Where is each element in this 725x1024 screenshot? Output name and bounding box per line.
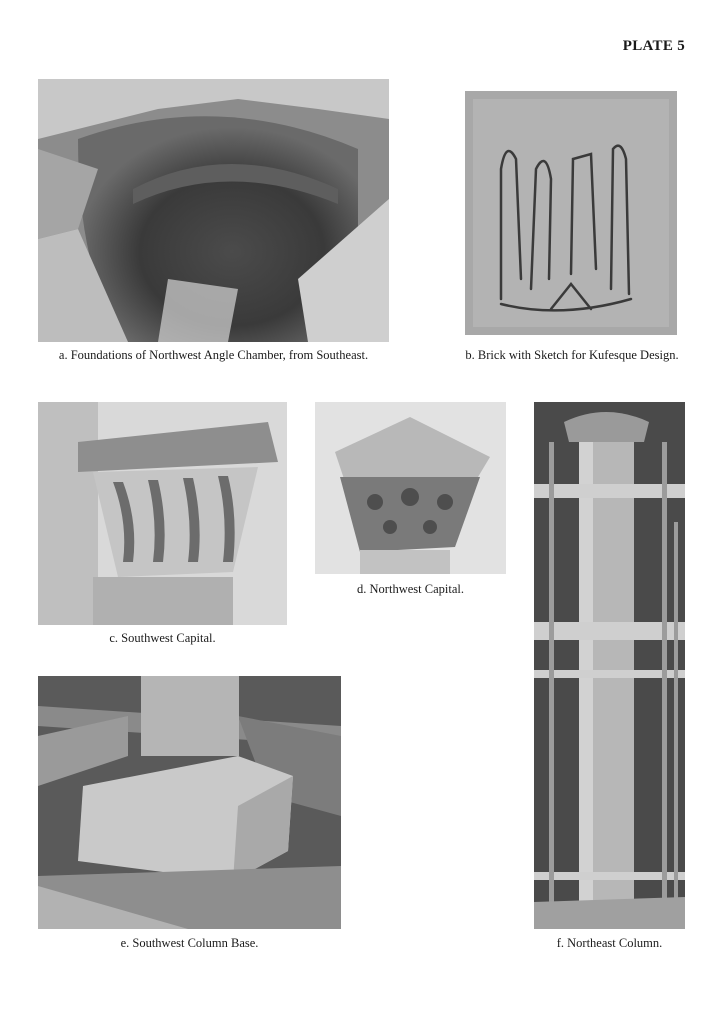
photo-b-brick	[461, 79, 683, 342]
photo-f-northeast-column	[534, 402, 685, 929]
plate-label: PLATE 5	[622, 38, 685, 54]
photo-e-southwest-column-base	[38, 676, 341, 929]
caption-c: c. Southwest Capital.	[109, 631, 216, 645]
photo-d-northwest-capital	[315, 402, 506, 574]
caption-f: f. Northeast Column.	[556, 936, 663, 950]
photo-a-foundations	[38, 79, 389, 342]
photo-c-southwest-capital	[38, 402, 287, 625]
caption-a: a. Foundations of Northwest Angle Chamber, from Southeast.	[58, 348, 369, 362]
caption-d: d. Northwest Capital.	[357, 582, 464, 596]
caption-e: e. Southwest Column Base.	[120, 936, 259, 950]
caption-b: b. Brick with Sketch for Kufesque Design.	[465, 348, 679, 362]
